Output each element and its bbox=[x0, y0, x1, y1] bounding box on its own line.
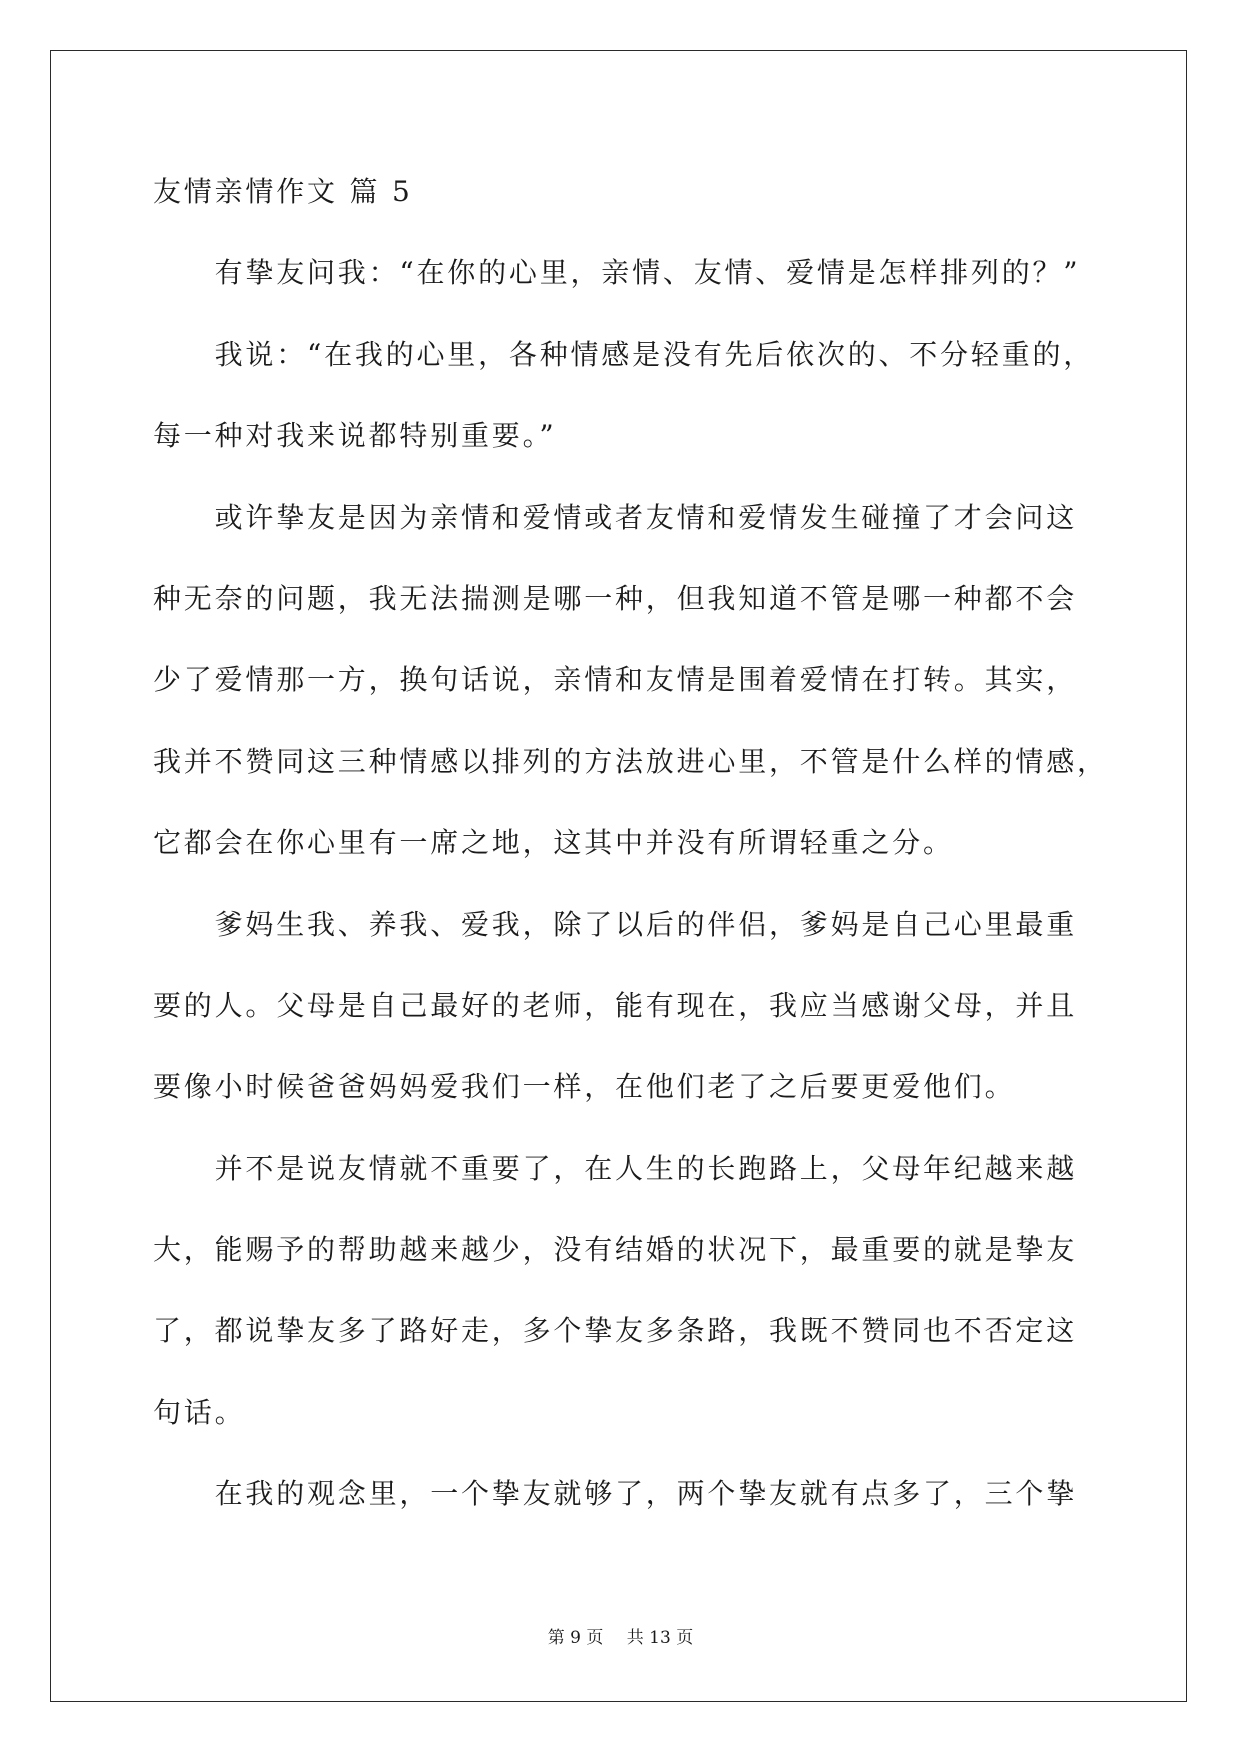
paragraph-line: 我说：“在我的心里，各种情感是没有先后依次的、不分轻重的， bbox=[214, 337, 1095, 371]
paragraph-line: 句话。 bbox=[153, 1395, 246, 1429]
paragraph-line: 要像小时候爸爸妈妈爱我们一样，在他们老了之后要更爱他们。 bbox=[153, 1070, 1016, 1104]
paragraph bbox=[153, 232, 1153, 313]
paragraph-line: 少了爱情那一方，换句话说，亲情和友情是围着爱情在打转。其实， bbox=[153, 663, 1078, 697]
paragraph bbox=[153, 1453, 1153, 1534]
paragraph-line: 大，能赐予的帮助越来越少，没有结婚的状况下，最重要的就是挚友 bbox=[153, 1233, 1078, 1267]
paragraph-line: 在我的观念里，一个挚友就够了，两个挚友就有点多了，三个挚 bbox=[214, 1477, 1077, 1511]
paragraph bbox=[153, 477, 1153, 884]
page-total: 共 13 页 bbox=[626, 1628, 694, 1648]
paragraph bbox=[153, 884, 1153, 1128]
paragraph-line: 了，都说挚友多了路好走，多个挚友多条路，我既不赞同也不否定这 bbox=[153, 1314, 1078, 1348]
paragraph bbox=[153, 1128, 1153, 1454]
page-footer bbox=[0, 1624, 1241, 1652]
page-number: 第 9 页 bbox=[547, 1628, 604, 1648]
document-title: 友情亲情作文 篇 5 bbox=[153, 175, 413, 208]
paragraph-line: 或许挚友是因为亲情和爱情或者友情和爱情发生碰撞了才会问这 bbox=[214, 500, 1077, 534]
paragraph-line: 种无奈的问题，我无法揣测是哪一种，但我知道不管是哪一种都不会 bbox=[153, 581, 1078, 615]
paragraph-line: 每一种对我来说都特别重要。” bbox=[153, 419, 557, 453]
paragraph-line: 我并不赞同这三种情感以排列的方法放进心里，不管是什么样的情感， bbox=[153, 744, 1108, 778]
paragraph-line: 要的人。父母是自己最好的老师，能有现在，我应当感谢父母，并且 bbox=[153, 988, 1078, 1022]
paragraph-line: 爹妈生我、养我、爱我，除了以后的伴侣，爹妈是自己心里最重 bbox=[214, 907, 1077, 941]
paragraph bbox=[153, 314, 1153, 477]
paragraph-line: 它都会在你心里有一席之地，这其中并没有所谓轻重之分。 bbox=[153, 826, 954, 860]
document-body bbox=[153, 151, 1153, 1535]
paragraph-line: 有挚友问我：“在你的心里，亲情、友情、爱情是怎样排列的？” bbox=[214, 256, 1081, 290]
paragraph-line: 并不是说友情就不重要了，在人生的长跑路上，父母年纪越来越 bbox=[214, 1151, 1077, 1185]
